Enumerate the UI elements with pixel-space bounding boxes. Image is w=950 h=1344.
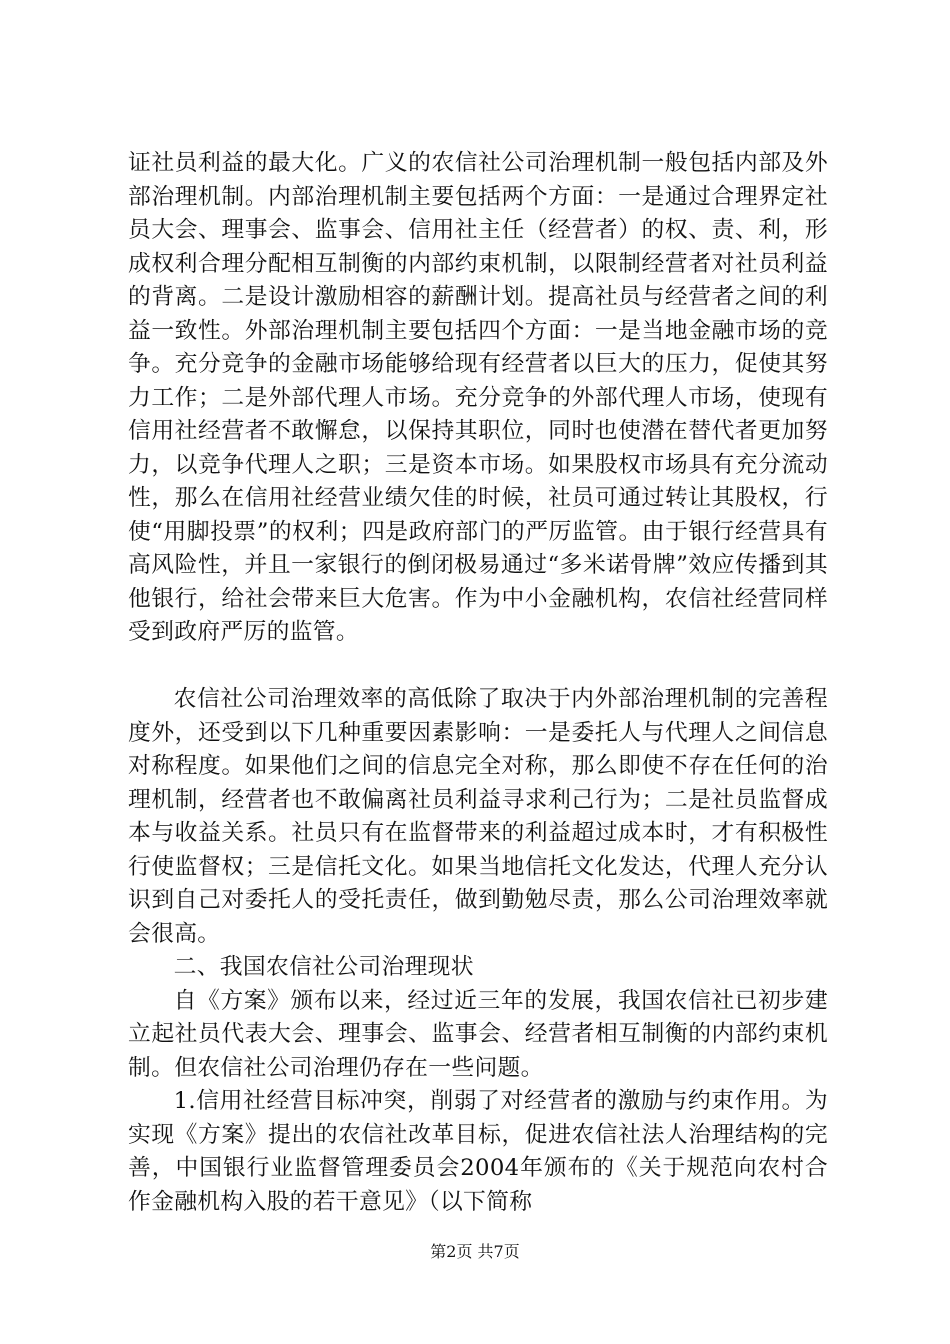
paragraph-reform-progress: 自《方案》颁布以来，经过近三年的发展，我国农信社已初步建立起社员代表大会、理事会、监事会、经营者相互制衡的内部约束机制。但农信社公司治理仍存在一些问题。 xyxy=(128,987,828,1081)
page-footer: 第2页 共7页 xyxy=(430,1242,520,1261)
paragraph-point-1: 1.信用社经营目标冲突，削弱了对经营者的激励与约束作用。为实现《方案》提出的农信社改革目标，促进农信社法人治理结构的完善，中国银行业监督管理委员会2004年颁布的《关于规范向农村合作金融机构入股的若干意见》（以下简称 xyxy=(128,1088,828,1215)
section-heading-current-status: 二、我国农信社公司治理现状 xyxy=(173,954,474,980)
paragraph-governance-mechanisms: 证社员利益的最大化。广义的农信社公司治理机制一般包括内部及外部治理机制。内部治理机制主要包括两个方面：一是通过合理界定社员大会、理事会、监事会、信用社主任（经营者）的权、责、利，形成权利合理分配相互制衡的内部约束机制，以限制经营者对社员利益的背离。二是设计激励相容的薪酬计划。提高社员与经营者之间的利益一致性。外部治理机制主要包括四个方面：一是当地金融市场的竞争。充分竞争的金融市场能够给现有经营者以巨大的压力，促使其努力工作；二是外部代理人市场。充分竞争的外部代理人市场，使现有信用社经营者不敢懈怠，以保持其职位，同时也使潜在替代者更加努力，以竞争代理人之职；三是资本市场。如果股权市场具有充分流动性，那么在信用社经营业绩欠佳的时候，社员可通过转让其股权，行使“用脚投票”的权利；四是政府部门的严厉监管。由于银行经营具有高风险性，并且一家银行的倒闭极易通过“多米诺骨牌”效应传播到其他银行，给社会带来巨大危害。作为中小金融机构，农信社经营同样受到政府严厉的监管。 xyxy=(128,150,828,645)
document-body xyxy=(128,147,828,1219)
paragraph-governance-efficiency: 农信社公司治理效率的高低除了取决于内外部治理机制的完善程度外，还受到以下几种重要因素影响：一是委托人与代理人之间信息对称程度。如果他们之间的信息完全对称，那么即使不存在任何的治理机制，经营者也不敢偏离社员利益寻求利己行为；二是社员监督成本与收益关系。社员只有在监督带来的利益超过成本时，才有积极性行使监督权；三是信托文化。如果当地信托文化发达，代理人充分认识到自己对委托人的受托责任，做到勤勉尽责，那么公司治理效率就会很高。 xyxy=(128,686,828,947)
